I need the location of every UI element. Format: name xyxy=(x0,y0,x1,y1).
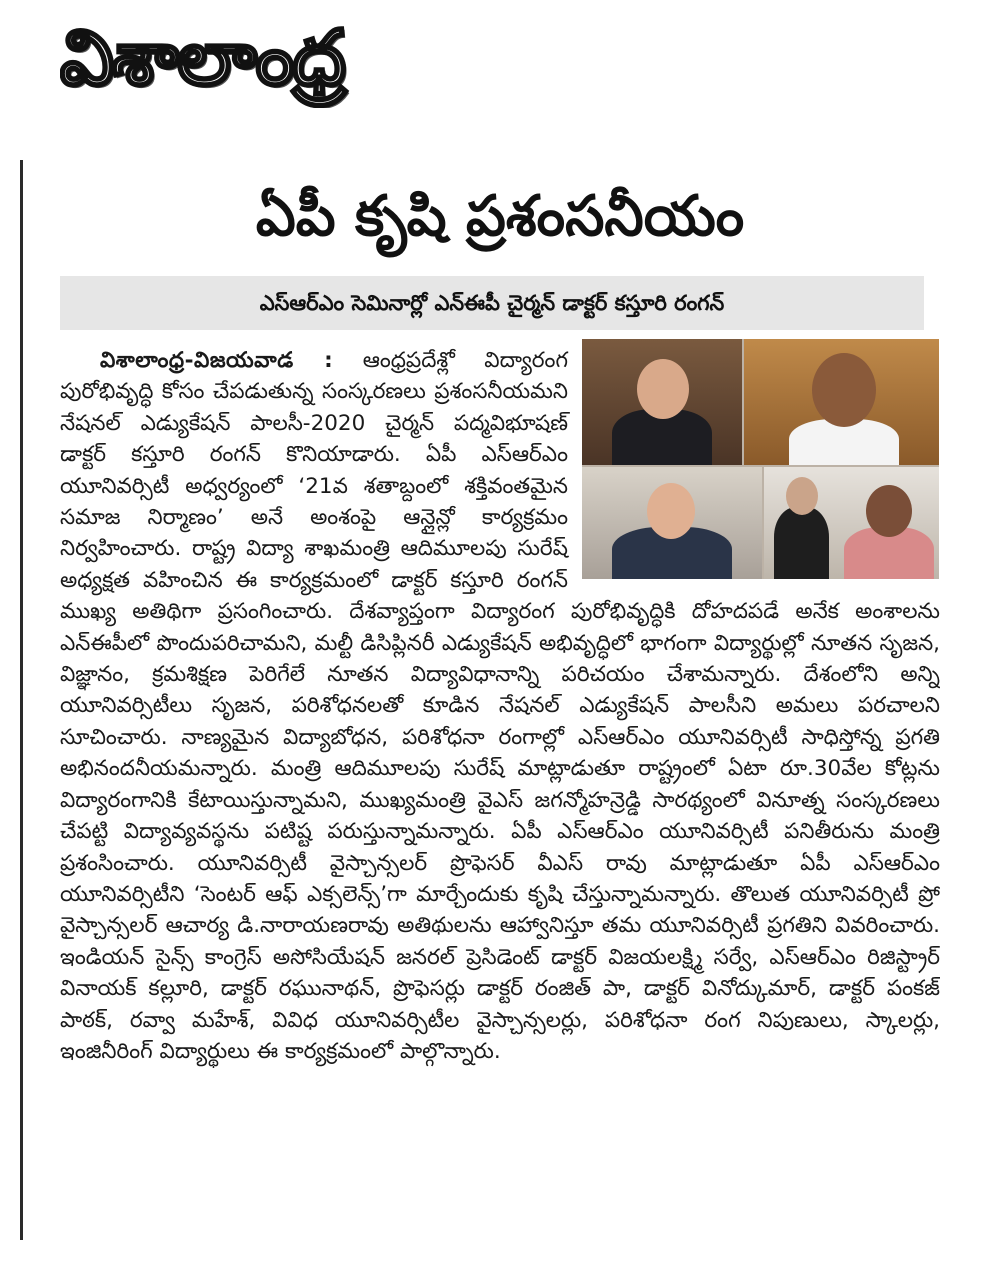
photo-wrap-space xyxy=(568,345,940,581)
article-body-text: ఆంధ్రప్రదేశ్లో విద్యారంగ పురోభివృద్ధి కోసం చేపడుతున్న సంస్కరణలు ప్రశంసనీయమని నేషనల్ ఎడ్యుకేషన్ పాలసీ-2020 చైర్మన్ పద్మవిభూషణ్ డాక్టర్ కస్తూరి రంగన్ కొనియాడారు. ఏపీ ఎస్ఆర్ఎం యూనివర్సిటీ అధ్వర్యంలో ‘21వ శతాబ్దంలో శక్తివంతమైన సమాజ నిర్మాణం’ అనే అంశంపై ఆన్లైన్లో కార్యక్రమం నిర్వహించారు. రాష్ట్ర విద్యా శాఖమంత్రి ఆదిమూలపు సురేష్ అధ్యక్షత వహించిన ఈ కార్యక్రమంలో డాక్టర్ కస్తూరి రంగన్ ముఖ్య అతిథిగా ప్రసంగించారు. దేశవ్యాప్తంగా విద్యారంగ పురోభివృద్ధికి దోహదపడే అనేక అంశాలను ఎన్ఈపీలో పొందుపరిచామని, మల్టీ డిసిప్లినరీ ఎడ్యుకేషన్ అభివృద్ధిలో భాగంగా విద్యార్థుల్లో నూతన సృజన, విజ్ఞానం, క్రమశిక్షణ పెరిగేలే నూతన విద్యావిధానాన్ని పరిచయం చేశామన్నారు. దేశంలోని అన్ని యూనివర్సిటీలు సృజన, పరిశోధనలతో కూడిన నేషనల్ ఎడ్యుకేషన్ పాలసీని అమలు పరచాలని సూచించారు. నాణ్యమైన విద్యాబోధన, పరిశోధనా రంగాల్లో ఎస్ఆర్ఎం యూనివర్సిటీ సాధిస్తోన్న ప్రగతి అభినందనీయమన్నారు. మంత్రి ఆదిమూలపు సురేష్ మాట్లాడుతూ రాష్ట్రంలో ఏటా రూ.30వేల కోట్లను విద్యారంగానికి కేటాయిస్తున్నామని, ముఖ్యమంత్రి వైఎస్ జగన్మోహన్రెడ్డి సారథ్యంలో వినూత్న సంస్కరణలు చేపట్టి విద్యావ్యవస్థను పటిష్ట పరుస్తున్నామన్నారు. ఏపీ ఎస్ఆర్ఎం యూనివర్సిటీ పనితీరును మంత్రి ప్రశంసించారు. యూనివర్సిటీ వైస్చాన్సలర్ ప్రొఫెసర్ వీఎస్ రావు మాట్లాడుతూ ఏపీ ఎస్ఆర్ఎం యూనివర్సిటీని ‘సెంటర్ ఆఫ్ ఎక్సలెన్స్’గా మార్చేందుకు కృషి చేస్తున్నామన్నారు. తొలుత యూనివర్సిటీ ప్రో వైస్చాన్సలర్ ఆచార్య డి.నారాయణరావు అతిథులను ఆహ్వానిస్తూ తమ యూనివర్సిటీ ప్రగతిని వివరించారు. ఇండియన్ సైన్స్ కాంగ్రెస్ అసోసియేషన్ జనరల్ ప్రెసిడెంట్ డాక్టర్ విజయలక్ష్మి సర్వే, ఎస్ఆర్ఎం రిజిస్ట్రార్ వినాయక్ కల్లూరి, డాక్టర్ రఘునాథన్, ప్రొఫెసర్లు డాక్టర్ రంజిత్ పా, డాక్టర్ వినోద్కుమార్, డాక్టర్ పంకజ్ పాఠక్, రవ్వా మహేశ్, వివిధ యూనివర్సిటీల వైస్చాన్సలర్లు, పరిశోధనా రంగ నిపుణులు, స్కాలర్లు, ఇంజినీరింగ్ విద్యార్థులు ఈ కార్యక్రమంలో పాల్గొన్నారు. xyxy=(60,348,940,1064)
newspaper-masthead: విశాలాంధ్ర xyxy=(60,13,344,102)
article-body xyxy=(60,345,940,1260)
column-rule xyxy=(20,160,23,1240)
article-subheadline: ఎస్ఆర్ఎం సెమినార్లో ఎన్ఈపీ చైర్మన్ డాక్టర్ కస్తూరి రంగన్ xyxy=(60,276,924,330)
article-headline: ఏపీ కృషి ప్రశంసనీయం xyxy=(255,184,745,249)
article-dateline: విశాలాంధ్ర-విజయవాడ : xyxy=(100,348,334,373)
